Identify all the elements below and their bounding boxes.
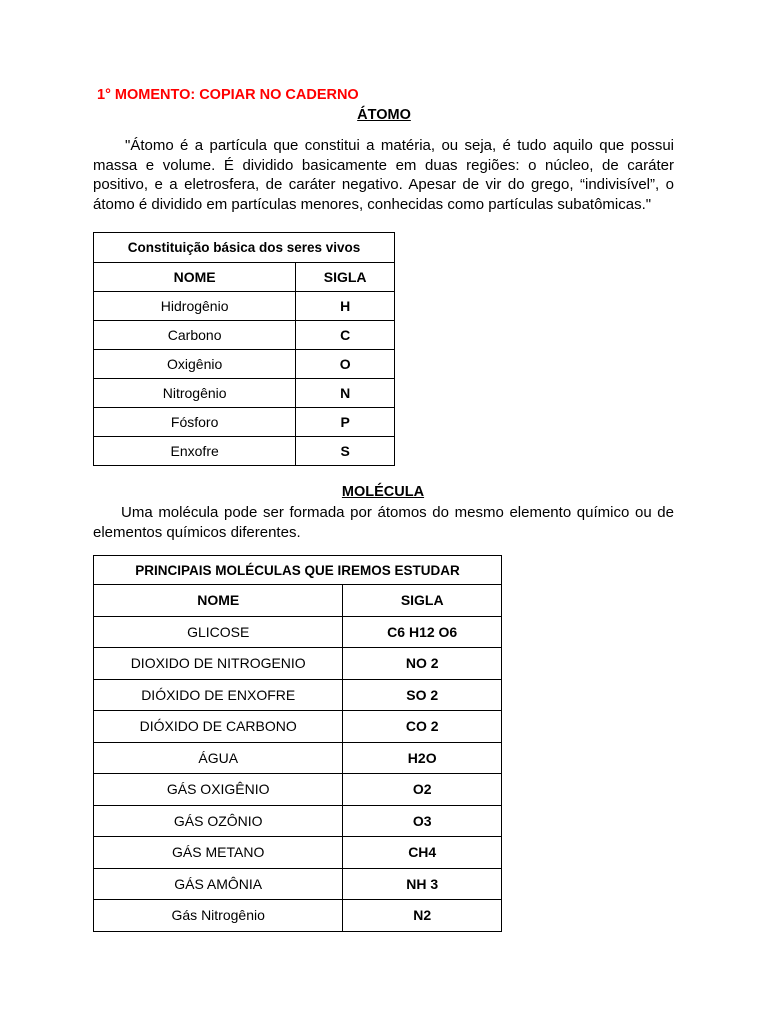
element-name: Hidrogênio	[94, 292, 296, 321]
table-row	[94, 379, 395, 408]
table-row	[94, 292, 395, 321]
molecule-name: GÁS METANO	[94, 837, 343, 869]
element-symbol: S	[296, 437, 395, 466]
molecule-formula: O3	[343, 805, 502, 837]
table-row	[94, 350, 395, 379]
molecule-formula: C6 H12 O6	[343, 616, 502, 648]
molecule-title: MOLÉCULA	[341, 484, 425, 500]
table-row	[94, 408, 395, 437]
element-symbol: N	[296, 379, 395, 408]
molecule-name: ÁGUA	[94, 742, 343, 774]
table-row	[94, 711, 502, 743]
table-row	[94, 837, 502, 869]
molecule-name: DIÓXIDO DE ENXOFRE	[94, 679, 343, 711]
elements-table-caption: Constituição básica dos seres vivos	[94, 233, 395, 263]
element-symbol: O	[296, 350, 395, 379]
table-row	[94, 742, 502, 774]
table-row	[94, 679, 502, 711]
molecule-formula: NO 2	[343, 648, 502, 680]
molecules-header-nome: NOME	[94, 585, 343, 617]
molecule-formula: CO 2	[343, 711, 502, 743]
element-name: Fósforo	[94, 408, 296, 437]
element-symbol: H	[296, 292, 395, 321]
molecule-formula: H2O	[343, 742, 502, 774]
molecule-name: GÁS AMÔNIA	[94, 868, 343, 900]
molecules-table-caption: PRINCIPAIS MOLÉCULAS QUE IREMOS ESTUDAR	[94, 556, 502, 585]
table-row	[94, 437, 395, 466]
molecule-name: GÁS OZÔNIO	[94, 805, 343, 837]
elements-header-nome: NOME	[94, 263, 296, 292]
table-row	[94, 900, 502, 932]
molecule-formula: N2	[343, 900, 502, 932]
atom-title: ÁTOMO	[357, 107, 411, 123]
molecule-name: Gás Nitrogênio	[94, 900, 343, 932]
molecule-formula: CH4	[343, 837, 502, 869]
molecule-formula: NH 3	[343, 868, 502, 900]
element-symbol: P	[296, 408, 395, 437]
molecule-formula: O2	[343, 774, 502, 806]
molecule-formula: SO 2	[343, 679, 502, 711]
molecule-paragraph: Uma molécula pode ser formada por átomos do mesmo elemento químico ou de elementos químicos diferentes.	[93, 504, 674, 541]
molecules-header-sigla: SIGLA	[343, 585, 502, 617]
element-name: Carbono	[94, 321, 296, 350]
molecules-table	[93, 555, 502, 932]
table-row	[94, 868, 502, 900]
element-name: Enxofre	[94, 437, 296, 466]
table-row	[94, 648, 502, 680]
table-row	[94, 805, 502, 837]
moment-heading: 1° MOMENTO: COPIAR NO CADERNO	[97, 87, 359, 103]
table-row	[94, 774, 502, 806]
element-symbol: C	[296, 321, 395, 350]
element-name: Nitrogênio	[94, 379, 296, 408]
elements-header-sigla: SIGLA	[296, 263, 395, 292]
molecule-name: GÁS OXIGÊNIO	[94, 774, 343, 806]
molecule-name: DIÓXIDO DE CARBONO	[94, 711, 343, 743]
elements-table	[93, 232, 395, 466]
atom-paragraph: "Átomo é a partícula que constitui a matéria, ou seja, é tudo aquilo que possui massa e volume. É dividido basicamente em duas regiões: o núcleo, de caráter positivo, e a eletrosfera, de caráter negativo. Apesar de vir do grego, “indivisível”, o átomo é dividido em partículas menores, conhecidas como partículas subatômicas."	[93, 137, 674, 213]
table-row	[94, 616, 502, 648]
molecule-name: DIOXIDO DE NITROGENIO	[94, 648, 343, 680]
element-name: Oxigênio	[94, 350, 296, 379]
table-row	[94, 321, 395, 350]
molecule-name: GLICOSE	[94, 616, 343, 648]
